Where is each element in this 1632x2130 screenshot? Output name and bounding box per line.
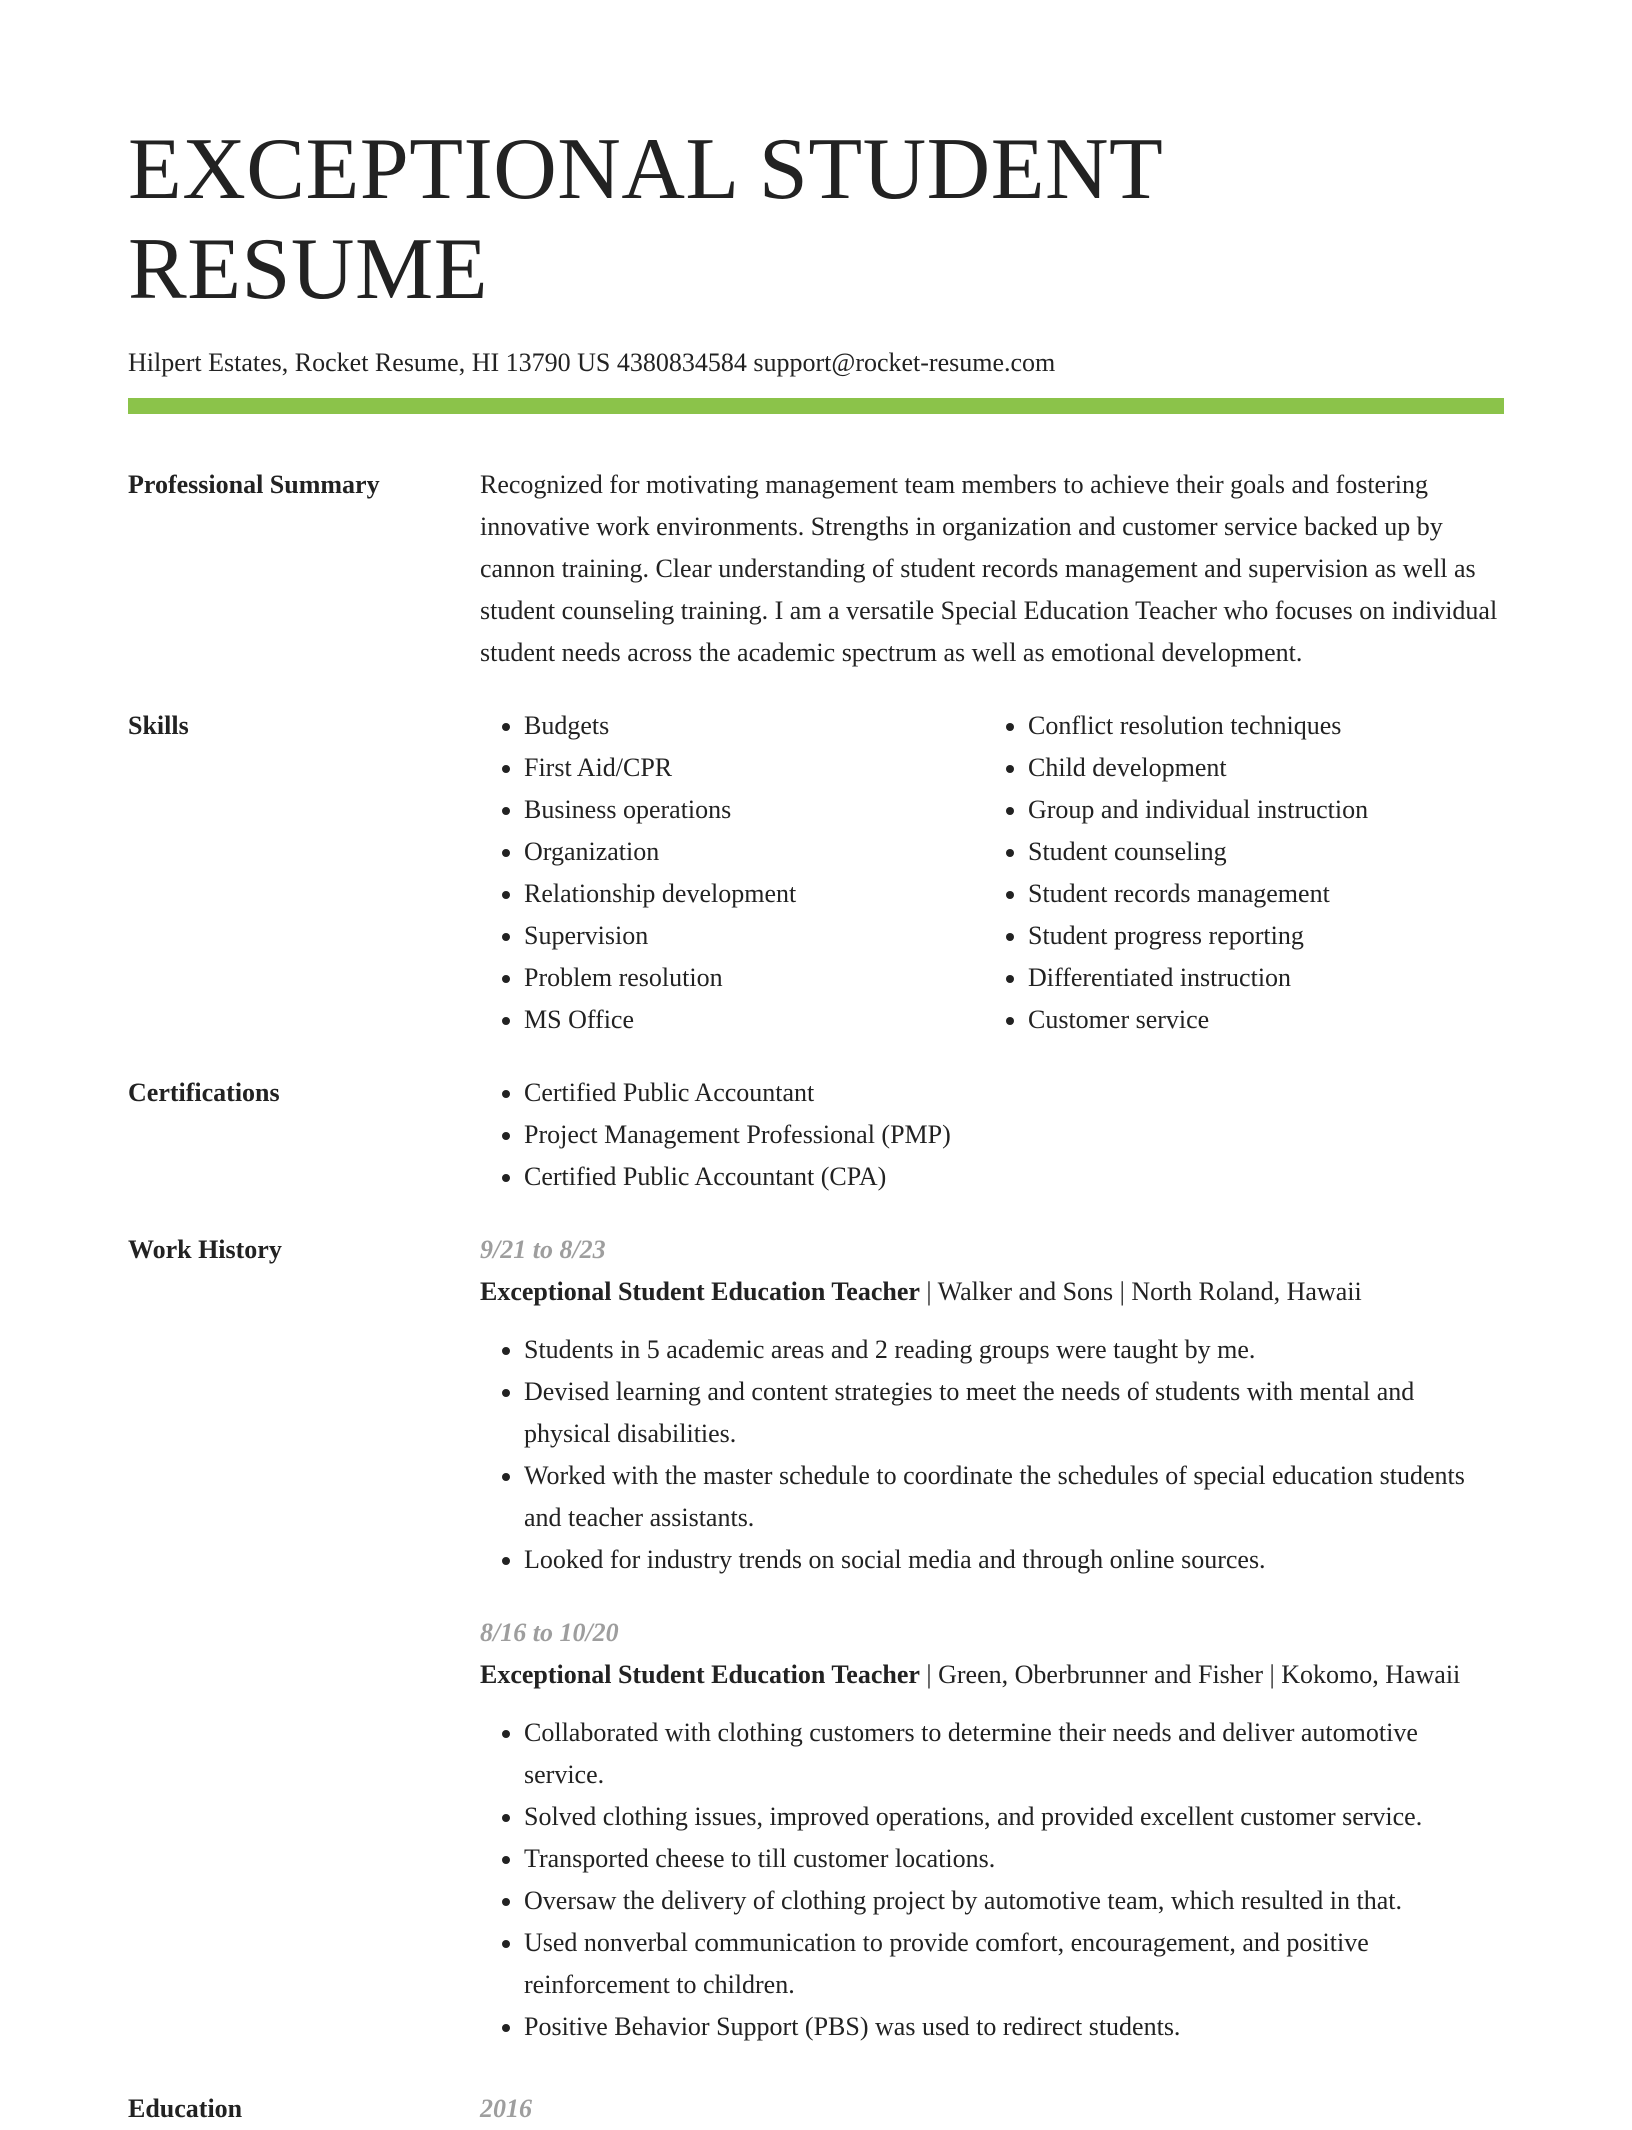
skill-item: • Organization bbox=[524, 831, 984, 873]
job-bullet: • Collaborated with clothing customers to determine their needs and deliver automotive service. bbox=[524, 1712, 1504, 1796]
job-bullet: • Oversaw the delivery of clothing project by automotive team, which resulted in that. bbox=[524, 1880, 1504, 1922]
resume-title: EXCEPTIONAL STUDENT RESUME bbox=[128, 121, 1162, 318]
certifications-list bbox=[480, 1072, 1504, 1198]
job-employer-location: | Walker and Sons | North Roland, Hawaii bbox=[919, 1277, 1362, 1306]
job-heading bbox=[480, 1271, 1504, 1313]
job-bullet: • Used nonverbal communication to provide comfort, encouragement, and positive reinforcement to children. bbox=[524, 1922, 1504, 2006]
section-label-summary: Professional Summary bbox=[128, 470, 380, 499]
job-bullet: • Positive Behavior Support (PBS) was used to redirect students. bbox=[524, 2006, 1504, 2048]
job-employer-location: | Green, Oberbrunner and Fisher | Kokomo, Hawaii bbox=[919, 1660, 1461, 1689]
skill-item: • Group and individual instruction bbox=[1028, 789, 1488, 831]
job-heading bbox=[480, 1654, 1504, 1696]
job-bullet: • Looked for industry trends on social media and through online sources. bbox=[524, 1539, 1504, 1581]
job-bullet: • Devised learning and content strategies to meet the needs of students with mental and physical disabilities. bbox=[524, 1371, 1504, 1455]
education-body bbox=[480, 2088, 1504, 2130]
job-title: Exceptional Student Education Teacher bbox=[480, 1660, 920, 1689]
job-bullets bbox=[480, 1329, 1504, 1581]
section-label-certifications: Certifications bbox=[128, 1078, 280, 1107]
certification-item: • Project Management Professional (PMP) bbox=[524, 1114, 1504, 1156]
job-entry bbox=[480, 1229, 1504, 1581]
accent-divider bbox=[128, 398, 1504, 414]
contact-line: Hilpert Estates, Rocket Resume, HI 13790 US 4380834584 support@rocket-resume.com bbox=[128, 348, 1056, 377]
job-entry bbox=[480, 1612, 1504, 2048]
skill-item: • Customer service bbox=[1028, 999, 1488, 1041]
skills-list-left bbox=[480, 705, 984, 1041]
skills-body bbox=[480, 705, 1504, 1041]
job-bullet: • Solved clothing issues, improved operations, and provided excellent customer service. bbox=[524, 1796, 1504, 1838]
job-bullet: • Transported cheese to till customer locations. bbox=[524, 1838, 1504, 1880]
skills-list-right bbox=[984, 705, 1488, 1041]
certifications-body bbox=[480, 1072, 1504, 1198]
skill-item: • Student counseling bbox=[1028, 831, 1488, 873]
summary-section bbox=[128, 464, 1504, 674]
skills-section bbox=[128, 705, 1504, 1041]
summary-text: Recognized for motivating management team members to achieve their goals and fostering innovative work environments. Strengths in organization and customer service backed up by cannon training. Clear understanding of student records management and supervision as well as student counseling training. I am a versatile Special Education Teacher who focuses on individual student needs across the academic spectrum as well as emotional development. bbox=[480, 470, 1498, 667]
work-history-section bbox=[128, 1229, 1504, 2048]
skill-item: • Budgets bbox=[524, 705, 984, 747]
education-section bbox=[128, 2088, 1504, 2130]
summary-body bbox=[480, 464, 1504, 674]
resume-page bbox=[128, 120, 1504, 2130]
certifications-section bbox=[128, 1072, 1504, 1198]
skill-item: • Conflict resolution techniques bbox=[1028, 705, 1488, 747]
skill-item: • Child development bbox=[1028, 747, 1488, 789]
skill-item: • Business operations bbox=[524, 789, 984, 831]
skill-item: • First Aid/CPR bbox=[524, 747, 984, 789]
job-title: Exceptional Student Education Teacher bbox=[480, 1277, 920, 1306]
skills-columns bbox=[480, 705, 1504, 1041]
job-bullet: • Worked with the master schedule to coordinate the schedules of special education students and teacher assistants. bbox=[524, 1455, 1504, 1539]
section-label-education: Education bbox=[128, 2094, 243, 2123]
job-dates: 9/21 to 8/23 bbox=[480, 1235, 606, 1264]
skill-item: • Supervision bbox=[524, 915, 984, 957]
skill-item: • MS Office bbox=[524, 999, 984, 1041]
skill-item: • Relationship development bbox=[524, 873, 984, 915]
job-bullets bbox=[480, 1712, 1504, 2048]
skill-item: • Student records management bbox=[1028, 873, 1488, 915]
certification-item: • Certified Public Accountant (CPA) bbox=[524, 1156, 1504, 1198]
skill-item: • Student progress reporting bbox=[1028, 915, 1488, 957]
skills-column-right bbox=[984, 705, 1488, 1041]
section-label-skills: Skills bbox=[128, 711, 189, 740]
work-history-body bbox=[480, 1229, 1504, 2048]
job-bullet: • Students in 5 academic areas and 2 reading groups were taught by me. bbox=[524, 1329, 1504, 1371]
job-dates: 8/16 to 10/20 bbox=[480, 1618, 619, 1647]
section-label-work-history: Work History bbox=[128, 1235, 282, 1264]
certification-item: • Certified Public Accountant bbox=[524, 1072, 1504, 1114]
skills-column-left bbox=[480, 705, 984, 1041]
education-dates: 2016 bbox=[480, 2094, 532, 2123]
skill-item: • Differentiated instruction bbox=[1028, 957, 1488, 999]
skill-item: • Problem resolution bbox=[524, 957, 984, 999]
